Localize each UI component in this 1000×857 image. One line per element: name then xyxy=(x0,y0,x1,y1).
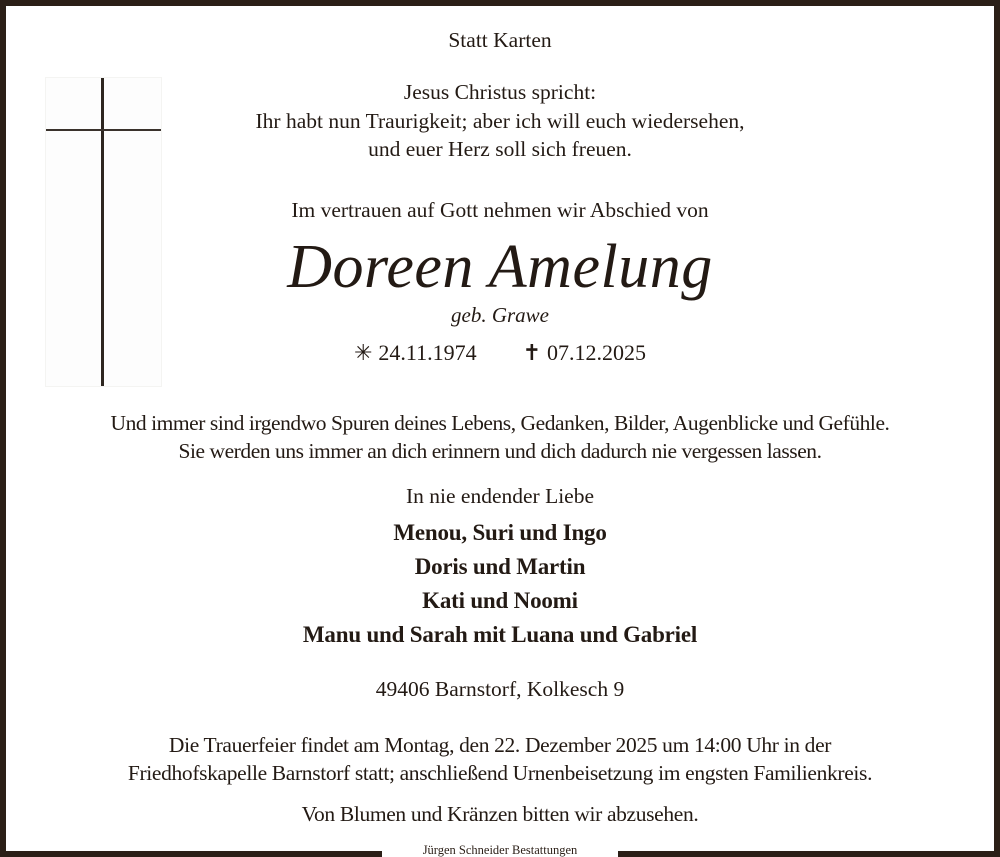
death-cross-icon: ✝ xyxy=(522,340,542,365)
verse-line-2: und euer Herz soll sich freuen. xyxy=(368,137,632,161)
birth-date: 24.11.1974 xyxy=(378,340,477,365)
footer-gap xyxy=(382,843,618,857)
service-line-2: Friedhofskapelle Barnstorf statt; anschließend Urnenbeisetzung im engsten Familienkreis. xyxy=(127,761,873,785)
service-line-1: Die Trauerfeier findet am Montag, den 22. Dezember 2025 um 14:00 Uhr in der xyxy=(168,733,832,757)
farewell-intro: Im vertrauen auf Gott nehmen wir Abschied von xyxy=(291,198,709,222)
mourner-line: Menou, Suri und Ingo xyxy=(393,520,607,545)
maiden-name: geb. Grawe xyxy=(451,303,549,327)
header-statt-karten: Statt Karten xyxy=(448,28,552,52)
deceased-name: Doreen Amelung xyxy=(287,233,713,301)
funeral-home-label: Jürgen Schneider Bestattungen xyxy=(422,843,578,857)
flowers-note: Von Blumen und Kränzen bitten wir abzusehen. xyxy=(301,802,699,826)
love-intro: In nie endender Liebe xyxy=(405,484,595,508)
family-address: 49406 Barnstorf, Kolkesch 9 xyxy=(375,677,625,701)
mourner-line: Doris und Martin xyxy=(414,554,586,579)
mourner-line: Kati und Noomi xyxy=(422,588,578,613)
verse-intro: Jesus Christus spricht: xyxy=(403,80,597,104)
verse-line-1: Ihr habt nun Traurigkeit; aber ich will euch wiedersehen, xyxy=(255,109,745,133)
life-dates xyxy=(0,340,1000,366)
mourner-line: Manu und Sarah mit Luana und Gabriel xyxy=(302,622,698,647)
memory-line-1: Und immer sind irgendwo Spuren deines Lebens, Gedanken, Bilder, Augenblicke und Gefühle. xyxy=(110,411,890,435)
birth-star-icon: ✳ xyxy=(353,340,373,365)
death-date: 07.12.2025 xyxy=(547,340,647,365)
memory-line-2: Sie werden uns immer an dich erinnern und dich dadurch nie vergessen lassen. xyxy=(178,439,822,463)
